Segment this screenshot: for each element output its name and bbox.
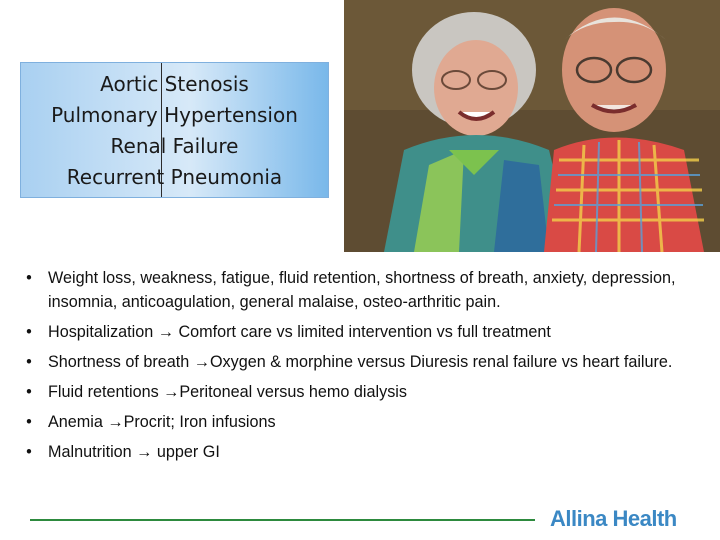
bullet-marker: • bbox=[26, 413, 32, 431]
bullet-text: Malnutrition bbox=[48, 443, 137, 461]
allina-health-logo bbox=[548, 502, 720, 540]
list-item bbox=[22, 266, 702, 314]
bullet-text: Fluid retentions bbox=[48, 383, 164, 401]
footer-divider bbox=[30, 519, 535, 521]
condition-aortic-stenosis: Aortic Stenosis bbox=[100, 72, 249, 96]
bullet-text: upper GI bbox=[152, 443, 220, 461]
bullet-text: Weight loss, weakness, fatigue, fluid retention, shortness of breath, anxiety, depression, insomnia, anticoagulation, general malaise, osteo-arthritic pain. bbox=[48, 269, 676, 311]
arrow-icon: → bbox=[136, 443, 153, 461]
arrow-icon: → bbox=[107, 413, 124, 431]
bullet-text: Comfort care vs limited intervention vs full treatment bbox=[173, 323, 551, 341]
logo-text: Allina Health bbox=[550, 506, 677, 531]
bullet-text: Anemia bbox=[48, 413, 108, 431]
bullet-list bbox=[22, 266, 702, 470]
bullet-text: Procrit; Iron infusions bbox=[123, 413, 276, 431]
couple-photo bbox=[344, 0, 720, 252]
bullet-text: Oxygen & morphine versus Diuresis renal failure vs heart failure. bbox=[209, 353, 673, 371]
condition-pulmonary-hypertension: Pulmonary Hypertension bbox=[51, 103, 298, 127]
arrow-icon: → bbox=[157, 323, 174, 341]
list-item bbox=[22, 380, 702, 404]
bullet-marker: • bbox=[26, 323, 32, 341]
bullet-marker: • bbox=[26, 269, 32, 287]
condition-renal-failure: Renal Failure bbox=[110, 134, 239, 158]
list-item bbox=[22, 350, 702, 374]
list-item bbox=[22, 440, 702, 464]
conditions-list bbox=[21, 69, 328, 193]
list-item bbox=[22, 320, 702, 344]
conditions-box bbox=[20, 62, 329, 198]
bullet-marker: • bbox=[26, 443, 32, 461]
photo-illustration bbox=[344, 0, 720, 252]
bullet-text: Shortness of breath bbox=[48, 353, 194, 371]
list-item bbox=[22, 410, 702, 434]
bullet-marker: • bbox=[26, 353, 32, 371]
arrow-icon: → bbox=[193, 353, 210, 371]
bullet-text: Hospitalization bbox=[48, 323, 158, 341]
arrow-icon: → bbox=[163, 383, 180, 401]
bullet-text: Peritoneal versus hemo dialysis bbox=[179, 383, 407, 401]
condition-recurrent-pneumonia: Recurrent Pneumonia bbox=[66, 165, 283, 189]
bullet-marker: • bbox=[26, 383, 32, 401]
